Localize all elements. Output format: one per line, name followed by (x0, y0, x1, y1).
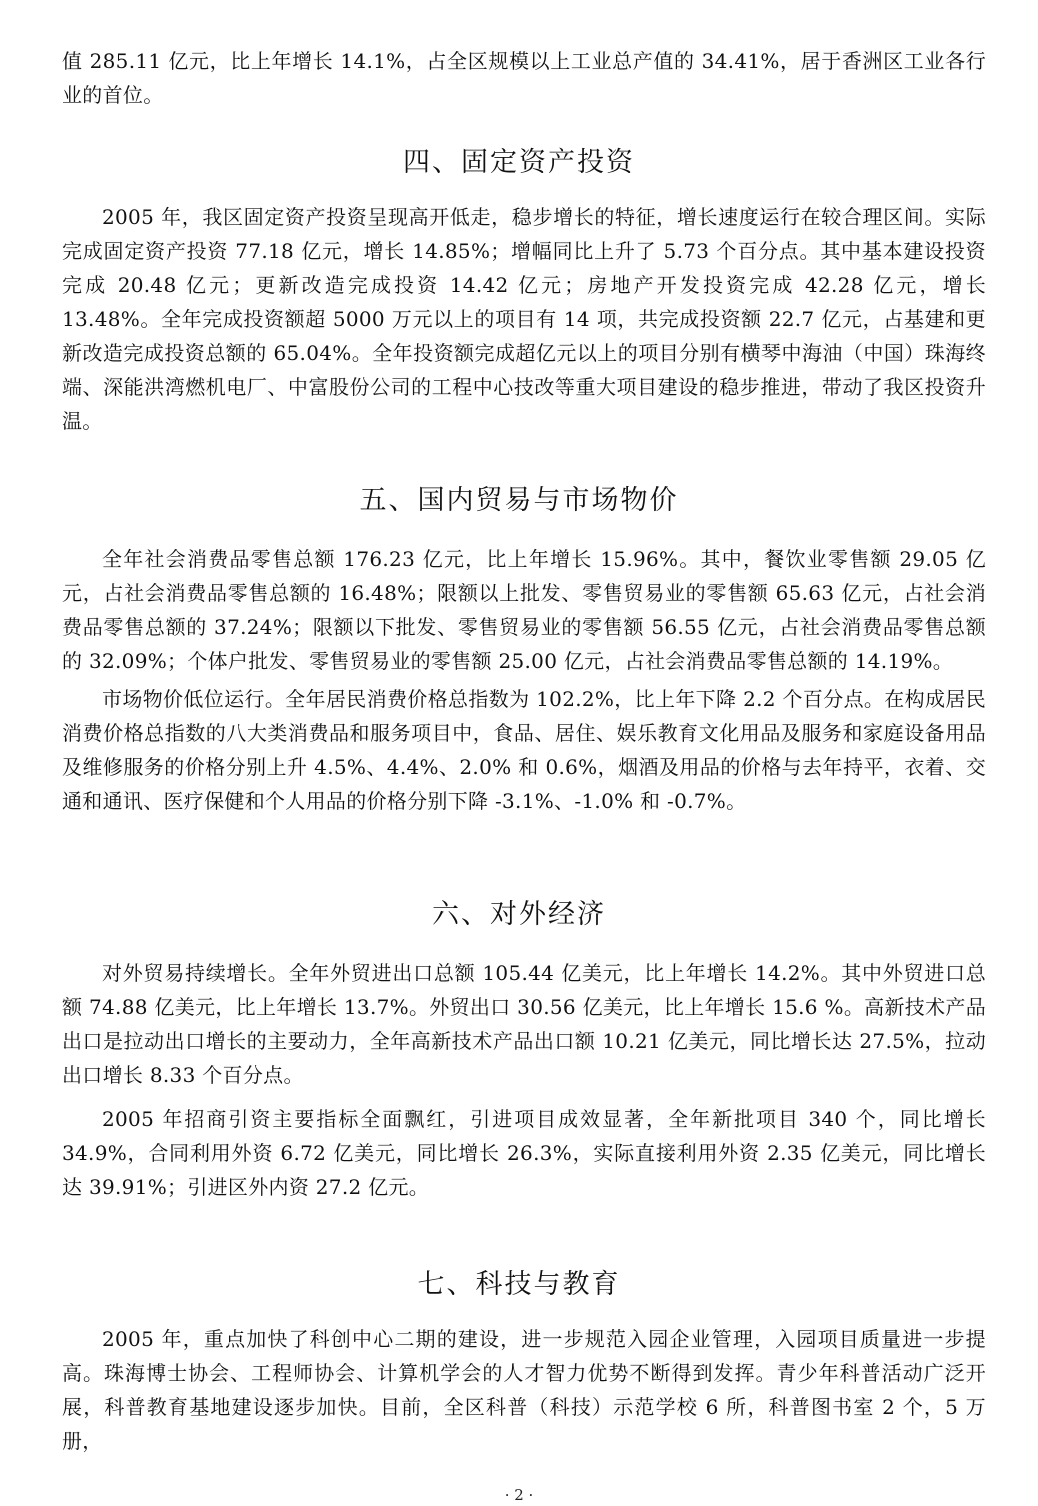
investment-paragraph: 2005 年，我区固定资产投资呈现高开低走，稳步增长的特征，增长速度运行在较合理区间。实际完成固定资产投资 77.18 亿元，增长 14.85%；增幅同比上升了 5.73 个百分点。其中基本建设投资完成 20.48 亿元；更新改造完成投资 14.42 亿元；房地产开发投资完成 42.28 亿元，增长 13.48%。全年完成投资额超 5000 万元以上的项目有 14 项，共完成投资额 22.7 亿元，占基建和更新改造完成投资总额的 65.04%。全年投资额完成超亿元以上的项目分别有横琴中海油（中国）珠海终端、深能洪湾燃机电厂、中富股份公司的工程中心技改等重大项目建设的稳步推进，带动了我区投资升温。 (62, 205, 986, 433)
science-education-paragraph: 2005 年，重点加快了科创中心二期的建设，进一步规范入园企业管理，入园项目质量进一步提高。珠海博士协会、工程师协会、计算机学会的人才智力优势不断得到发挥。青少年科普活动广泛开展，科普教育基地建设逐步加快。目前，全区科普（科技）示范学校 6 所，科普图书室 2 个，5 万册， (62, 1327, 986, 1453)
section-title-investment: 四、固定资产投资 (403, 147, 635, 178)
foreign-economy-paragraph-1: 对外贸易持续增长。全年外贸进出口总额 105.44 亿美元，比上年增长 14.2%。其中外贸进口总额 74.88 亿美元，比上年增长 13.7%。外贸出口 30.56 亿美元，比上年增长 15.6 %。高新技术产品出口是拉动出口增长的主要动力，全年高新技术产品出口额 10.21 亿美元，同比增长达 27.5%，拉动出口增长 8.33 个百分点。 (62, 961, 986, 1087)
page-number: · 2 · (504, 1486, 534, 1504)
section-title-trade: 五、国内贸易与市场物价 (359, 485, 679, 516)
trade-paragraph-2: 市场物价低位运行。全年居民消费价格总指数为 102.2%，比上年下降 2.2 个百分点。在构成居民消费价格总指数的八大类消费品和服务项目中，食品、居住、娱乐教育文化用品及服务和家庭设备用品及维修服务的价格分别上升 4.5%、4.4%、2.0% 和 0.6%，烟酒及用品的价格与去年持平，衣着、交通和通讯、医疗保健和个人用品的价格分别下降 -3.1%、-1.0% 和 -0.7%。 (62, 687, 986, 813)
foreign-economy-paragraph-2: 2005 年招商引资主要指标全面飘红，引进项目成效显著，全年新批项目 340 个，同比增长 34.9%，合同利用外资 6.72 亿美元，同比增长 26.3%，实际直接利用外资 2.35 亿美元，同比增长达 39.91%；引进区外内资 27.2 亿元。 (62, 1107, 986, 1199)
section-title-science-education: 七、科技与教育 (417, 1269, 621, 1300)
lead-paragraph: 值 285.11 亿元，比上年增长 14.1%，占全区规模以上工业总产值的 34.41%，居于香洲区工业各行业的首位。 (62, 49, 986, 107)
trade-paragraph-1: 全年社会消费品零售总额 176.23 亿元，比上年增长 15.96%。其中，餐饮业零售额 29.05 亿元，占社会消费品零售总额的 16.48%；限额以上批发、零售贸易业的零售额 65.63 亿元，占社会消费品零售总额的 37.24%；限额以下批发、零售贸易业的零售额 56.55 亿元，占社会消费品零售总额的 32.09%；个体户批发、零售贸易业的零售额 25.00 亿元，占社会消费品零售总额的 14.19%。 (62, 547, 986, 673)
section-title-foreign-economy: 六、对外经济 (432, 899, 606, 930)
